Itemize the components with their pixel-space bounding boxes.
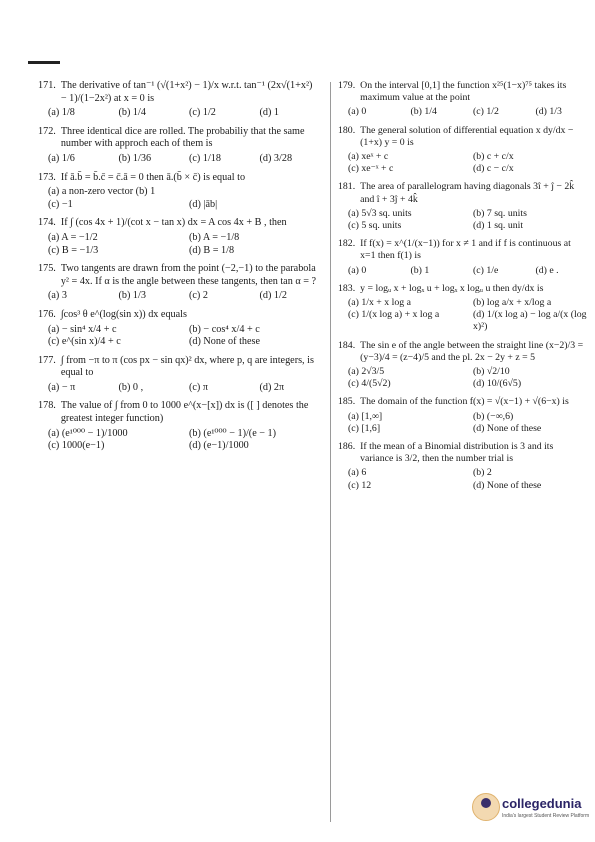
column-divider bbox=[330, 82, 331, 822]
answer-option: (c) 1/(x log a) + x log a bbox=[348, 309, 440, 321]
answer-option: (a) (e¹⁰⁰⁰ − 1)/1000 bbox=[48, 427, 128, 439]
question-176 bbox=[38, 309, 320, 349]
answer-option: (c) 1/2 bbox=[189, 107, 216, 119]
answer-option: (d) 1/(x log a) − log a/(x (log x)²) bbox=[473, 309, 587, 333]
answer-option: (b) 1 bbox=[410, 264, 430, 276]
answer-option: (c) 1/e bbox=[473, 264, 499, 276]
question-185 bbox=[338, 396, 588, 435]
question-text: ∫cos³ θ e^(log(sin x)) dx equals bbox=[60, 308, 187, 320]
question-175 bbox=[38, 263, 320, 303]
question-number: 180. bbox=[338, 124, 356, 136]
answer-option: (b) 1/4 bbox=[118, 107, 146, 119]
question-number: 171. bbox=[38, 80, 56, 91]
answer-option: (d) 10/(6√5) bbox=[473, 378, 522, 390]
question-number: 174. bbox=[38, 217, 56, 229]
answer-option: (d) |āb| bbox=[189, 198, 218, 210]
answer-option: (b) A = −1/8 bbox=[189, 231, 240, 243]
answer-option: (d) None of these bbox=[473, 479, 542, 491]
answer-option: (d) (e−1)/1000 bbox=[189, 440, 249, 452]
answer-option: (b) 2 bbox=[473, 467, 492, 479]
answer-options bbox=[38, 428, 320, 453]
answer-option: (b) 1/3 bbox=[118, 290, 146, 302]
answer-option: (d) 1 bbox=[259, 107, 280, 119]
question-text: The sin e of the angle between the straight line (x−2)/3 = (y−3)/4 = (z−4)/5 and the pl. 2x − 2y + z = 5 bbox=[360, 339, 584, 363]
answer-option: (a) 1/x + x log a bbox=[348, 297, 411, 309]
question-text: If the mean of a Binomial distribution is 3 and its variance is 3/2, then the number trial is bbox=[360, 441, 554, 465]
question-text: ∫ from −π to π (cos px − sin qx)² dx, where p, q are integers, is equal to bbox=[60, 354, 314, 379]
answer-option: (d) e . bbox=[535, 264, 559, 276]
question-text: y = logᵤ x + logₓ u + logₓ x logᵤ u then dy/dx is bbox=[360, 282, 544, 294]
question-181 bbox=[338, 181, 588, 232]
question-number: 184. bbox=[338, 339, 356, 351]
answer-option: (b) log a/x + x/log a bbox=[473, 297, 552, 309]
question-text: The general solution of differential equation x dy/dx − (1+x) y = 0 is bbox=[360, 124, 574, 148]
answer-options bbox=[38, 382, 320, 395]
question-177 bbox=[38, 355, 320, 395]
question-text: On the interval [0,1] the function x²⁵(1−x)⁷⁵ takes its maximum value at the point bbox=[360, 80, 567, 104]
answer-option: (c) −1 bbox=[48, 198, 73, 210]
logo-name: collegedunia bbox=[502, 796, 582, 811]
answer-option: (c) π bbox=[189, 381, 208, 393]
answer-option: (c) xe⁻ˣ + c bbox=[348, 163, 394, 175]
answer-option: (a) 5√3 sq. units bbox=[348, 207, 412, 219]
question-number: 181. bbox=[338, 181, 356, 193]
question-number: 172. bbox=[38, 125, 56, 137]
question-text: If ā.b̄ = b̄.c̄ = c̄.ā = 0 then ā.(b̄ × c̄) is equal to bbox=[60, 171, 246, 183]
question-179 bbox=[338, 80, 588, 119]
question-text: Three identical dice are rolled. The probabiliy that the same number with approch each of them is bbox=[60, 125, 305, 150]
question-180 bbox=[338, 125, 588, 176]
answer-option: (d) c − c/x bbox=[473, 163, 514, 175]
answer-option: (d) 3/28 bbox=[259, 152, 293, 164]
answer-option: (c) e^(sin x)/4 + c bbox=[48, 336, 121, 348]
answer-option: (b) 1/36 bbox=[118, 152, 152, 164]
answer-options bbox=[38, 290, 320, 303]
answer-option: (b) (−∞,6) bbox=[473, 410, 514, 422]
question-text: If f(x) = x^(1/(x−1)) for x ≠ 1 and if f is continuous at x=1 then f(1) is bbox=[360, 238, 571, 262]
answer-option: (d) 1/2 bbox=[259, 290, 287, 302]
right-column bbox=[338, 80, 588, 498]
answer-option: (b) (e¹⁰⁰⁰ − 1)/(e − 1) bbox=[189, 427, 277, 439]
answer-option: (c) 2 bbox=[189, 290, 208, 302]
question-text: Two tangents are drawn from the point (−2,−1) to the parabola y² = 4x. If α is the angle between these tangents, then tan α = ? bbox=[60, 263, 317, 287]
answer-options bbox=[38, 153, 320, 166]
question-number: 185. bbox=[338, 396, 356, 408]
answer-option: (d) 2π bbox=[259, 381, 285, 393]
question-text: If ∫ (cos 4x + 1)/(cot x − tan x) dx = A cos 4x + B , then bbox=[60, 217, 287, 229]
question-number: 177. bbox=[38, 354, 56, 366]
answer-option: (c) 4/(5√2) bbox=[348, 378, 391, 390]
question-182 bbox=[338, 238, 588, 277]
page-corner-mark bbox=[28, 61, 60, 64]
question-number: 186. bbox=[338, 441, 356, 453]
answer-option: (a) − π bbox=[48, 381, 76, 393]
answer-option: (c) 5 sq. units bbox=[348, 220, 402, 232]
question-number: 173. bbox=[38, 171, 56, 183]
question-number: 179. bbox=[338, 80, 356, 91]
answer-option: (a) a non-zero vector (b) 1 bbox=[48, 186, 156, 198]
question-number: 178. bbox=[38, 400, 56, 412]
question-number: 182. bbox=[338, 238, 356, 250]
answer-option: (d) 1 sq. unit bbox=[473, 220, 524, 232]
answer-option: (c) 1/18 bbox=[189, 152, 221, 164]
question-number: 175. bbox=[38, 263, 56, 275]
question-172 bbox=[38, 126, 320, 166]
answer-option bbox=[179, 186, 320, 199]
answer-option: (d) None of these bbox=[189, 336, 261, 348]
question-text: The derivative of tan⁻¹ (√(1+x²) − 1)/x w.r.t. tan⁻¹ (2x√(1+x²) − 1)/(1−2x²) at x = 0 is bbox=[60, 80, 313, 104]
question-text: The domain of the function f(x) = √(x−1) + √(6−x) is bbox=[360, 396, 569, 408]
answer-option: (c) 12 bbox=[348, 479, 372, 491]
answer-option: (b) c + c/x bbox=[473, 151, 514, 163]
answer-option: (a) 6 bbox=[348, 467, 367, 479]
answer-options bbox=[338, 297, 588, 334]
answer-option: (a) 1/6 bbox=[48, 152, 75, 164]
left-column bbox=[38, 80, 320, 459]
answer-options bbox=[338, 467, 588, 491]
answer-options bbox=[38, 324, 320, 349]
answer-option: (a) 2√3/5 bbox=[348, 366, 385, 378]
question-171 bbox=[38, 80, 320, 120]
answer-option: (c) B = −1/3 bbox=[48, 244, 99, 256]
answer-options bbox=[338, 106, 588, 118]
answer-option: (d) 1/3 bbox=[535, 106, 562, 118]
answer-option: (d) B = 1/8 bbox=[189, 244, 235, 256]
question-184 bbox=[338, 340, 588, 391]
answer-option: (a) 1/8 bbox=[48, 107, 75, 119]
answer-option: (c) 1000(e−1) bbox=[48, 440, 105, 452]
question-173 bbox=[38, 172, 320, 212]
answer-option: (b) √2/10 bbox=[473, 366, 510, 378]
answer-option: (b) 1/4 bbox=[410, 106, 437, 118]
question-number: 176. bbox=[38, 308, 56, 320]
question-183 bbox=[338, 283, 588, 334]
answer-option: (b) − cos⁴ x/4 + c bbox=[189, 323, 260, 335]
answer-options bbox=[338, 208, 588, 232]
answer-option: (b) 0 , bbox=[118, 381, 144, 393]
answer-option: (a) A = −1/2 bbox=[48, 231, 98, 243]
question-178 bbox=[38, 400, 320, 452]
answer-options bbox=[338, 366, 588, 390]
answer-option: (a) 3 bbox=[48, 290, 67, 302]
answer-option: (d) None of these bbox=[473, 422, 542, 434]
question-174 bbox=[38, 217, 320, 257]
answer-option: (c) 1/2 bbox=[473, 106, 499, 118]
question-text: The value of ∫ from 0 to 1000 e^(x−[x]) dx is ([ ] denotes the greatest integer function) bbox=[60, 400, 309, 425]
question-186 bbox=[338, 441, 588, 492]
collegedunia-logo bbox=[472, 793, 592, 833]
answer-option: (b) 7 sq. units bbox=[473, 207, 527, 219]
question-text: The area of parallelogram having diagonals 3î + ĵ − 2k̂ and î + 3ĵ + 4k̂ bbox=[360, 181, 575, 205]
logo-tagline: India's largest Student Review Platform bbox=[502, 813, 590, 819]
answer-option: (a) − sin⁴ x/4 + c bbox=[48, 323, 117, 335]
logo-icon bbox=[472, 793, 500, 821]
answer-options bbox=[338, 265, 588, 277]
answer-options bbox=[338, 151, 588, 175]
answer-option: (c) [1,6] bbox=[348, 422, 381, 434]
answer-option: (a) xeˣ + c bbox=[348, 151, 389, 163]
answer-option: (a) 0 bbox=[348, 106, 367, 118]
answer-options bbox=[38, 232, 320, 257]
answer-options bbox=[338, 411, 588, 435]
answer-options bbox=[38, 107, 320, 120]
answer-option: (a) [1,∞] bbox=[348, 410, 383, 422]
question-number: 183. bbox=[338, 282, 356, 294]
answer-option: (a) 0 bbox=[348, 264, 367, 276]
answer-options bbox=[38, 186, 320, 211]
